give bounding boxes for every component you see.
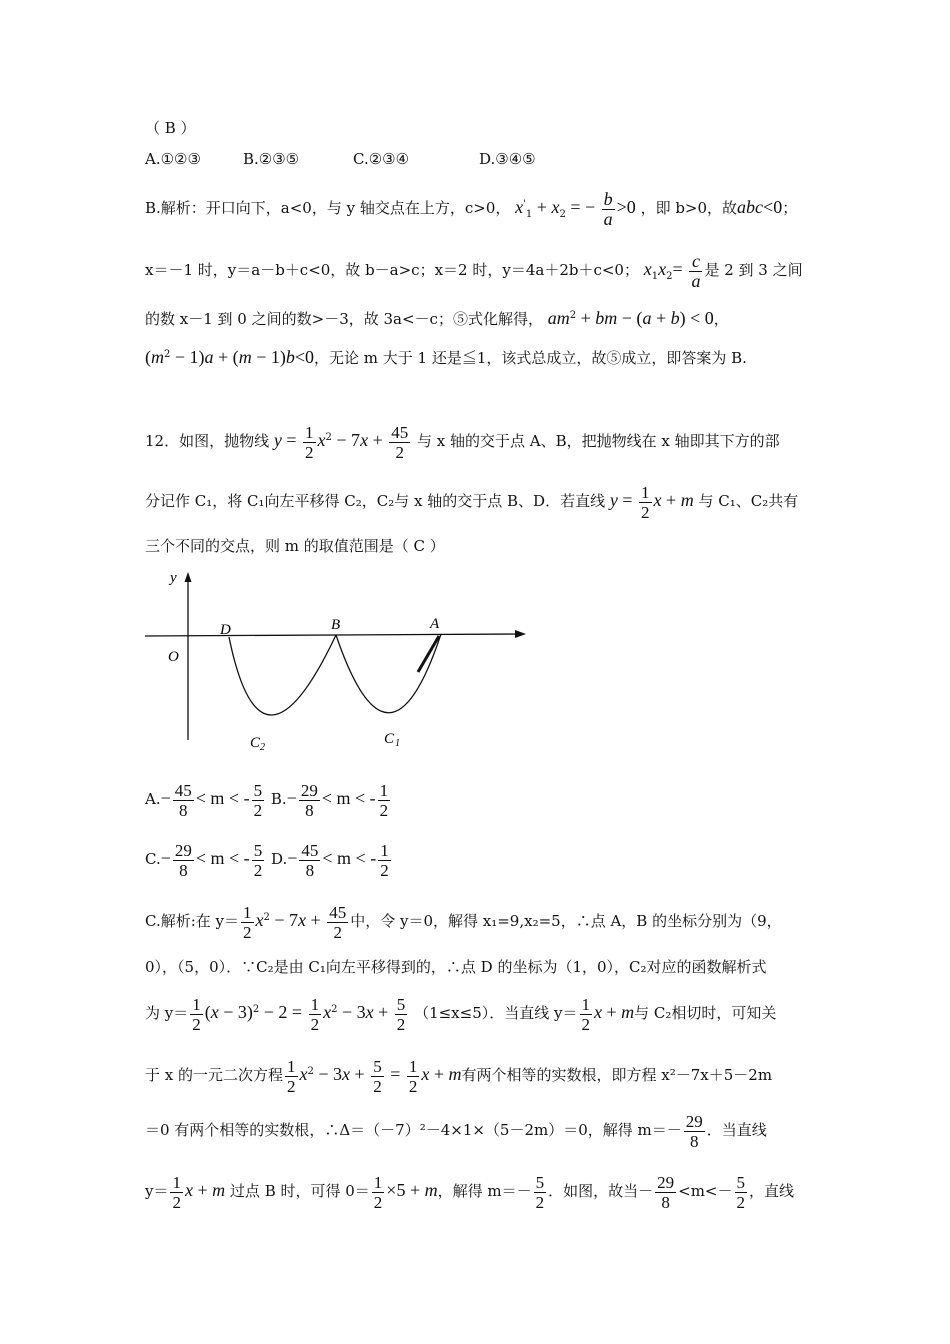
- q12-sol-text: 于 x 的一元二次方程: [145, 1066, 283, 1084]
- q12-solution-line5: ＝0 有两个相等的实数根，∴Δ＝（－7）²－4×1×（5－2m）＝0，解得 m＝－ $\frac{29}{8}$ ．当直线: [145, 1111, 767, 1151]
- label-c2: C: [250, 735, 261, 751]
- q11-sol-text: B.解析：开口向下，a<0，与 y 轴交点在上方，c>0，: [145, 199, 511, 217]
- q11-sol-text: 的数 x－1 到 0 之间的数>－3，故 3a<－c；⑤式化解得，: [145, 310, 543, 328]
- q12-sol-text: 有两个相等的实数根，即方程 x²－7x＋5－2m: [461, 1066, 773, 1084]
- q12-sol-text: （1≤x≤5）．当直线 y＝: [414, 1004, 578, 1022]
- q12-solution-line6: y＝ $\frac{1}{2}$ x + m 过点 B 时，可得 0＝ $\frac{1}{2}$ ×5 + m，解得 m＝－ $\frac{5}{2}$ ．如图，故当－ $\frac{29}{8}$ <m<－ $\frac{5}{2}$ ，直线: [145, 1172, 795, 1212]
- q12-solution-line3: 为 y＝ $\frac{1}{2}$ $(x - 3)^2 - 2$ = $\frac{1}{2}$ $x^2 - 3x$ + $\frac{5}{2}$ （1≤x≤5）．当直线 y＝ $\frac{1}{2}$ x + m与 C₂相切时，可知关: [145, 994, 777, 1034]
- q12-sol-text: ．当直线: [706, 1121, 767, 1139]
- curve-c2: [229, 635, 336, 715]
- q11-solution-line2: x＝－1 时，y＝a－b＋c<0，故 b－a>c；x＝2 时，y＝4a＋2b＋c<0； $x_1x_2=$ $\frac{c}{a}$ 是 2 到 3 之间: [145, 250, 803, 291]
- q12-sol-text: 中，令 y＝0，解得 x₁=9,x₂=5，∴点 A，B 的坐标分别为（9，: [350, 912, 782, 930]
- q12-stem-line3: 三个不同的交点，则 m 的取值范围是（ C ）: [145, 537, 445, 555]
- q11-options: [145, 148, 815, 170]
- q12-sol-text: C.解析:在 y＝: [145, 912, 240, 930]
- q12-option-b: B.: [270, 790, 287, 808]
- q12-stem-text: 与 x 轴的交于点 A、B，把抛物线在 x 轴即其下方的部: [417, 432, 780, 450]
- q12-stem-line1: 12．如图，抛物线 y = $\frac{1}{2}$ $x^2 - 7x$ + $\frac{45}{2}$ 与 x 轴的交于点 A、B，把抛物线在 x 轴即其下方的部: [145, 422, 780, 462]
- q12-options-cd: C.− $\frac{29}{8}$ < m < - $\frac{5}{2}$ D.− $\frac{45}{8}$ < m < - $\frac{1}{2}$: [145, 840, 389, 880]
- q12-sol-text: ，解得 m＝－: [437, 1182, 532, 1200]
- parabola-figure: [140, 562, 540, 757]
- q12-solution-line1: C.解析:在 y＝ $\frac{1}{2}$ $x^2 - 7x$ + $\frac{45}{2}$ 中，令 y＝0，解得 x₁=9,x₂=5，∴点 A，B 的坐标分别为（9，: [145, 902, 782, 942]
- q11-option-d: D.③④⑤: [479, 150, 536, 168]
- q12-sol-text: y＝: [145, 1182, 169, 1200]
- label-c1-sub: 1: [395, 738, 400, 749]
- q12-option-c: C.: [145, 850, 161, 868]
- q12-stem-line2: 分记作 C₁，将 C₁向左平移得 C₂，C₂与 x 轴的交于点 B、D．若直线 y = $\frac{1}{2}$ x + m 与 C₁、C₂共有: [145, 482, 799, 522]
- q12-stem-text: 12．如图，抛物线: [145, 432, 270, 450]
- q12-option-a: A.: [145, 790, 161, 808]
- label-o: O: [168, 649, 179, 665]
- q11-option-b: B.②③⑤: [243, 150, 300, 168]
- q11-solution-line4: $(m^2 - 1)a + (m - 1)b<0$，无论 m 大于 1 还是≦1，该式总成立，故⑤成立，即答案为 B.: [145, 347, 747, 367]
- q12-options-ab: A.− $\frac{45}{8}$ < m < - $\frac{5}{2}$ B.− $\frac{29}{8}$ < m < - $\frac{1}{2}$: [145, 780, 389, 820]
- q11-sol-text: x＝－1 时，y＝a－b＋c<0，故 b－a>c；x＝2 时，y＝4a＋2b＋c<0；: [145, 261, 639, 279]
- y-axis-arrow: [185, 572, 192, 582]
- label-d: D: [220, 622, 231, 638]
- x-axis-arrow: [515, 630, 526, 638]
- q12-sol-text: 过点 B 时，可得 0＝: [229, 1182, 370, 1200]
- q11-option-a: A.①②③: [145, 150, 201, 168]
- q11-solution-line3: 的数 x－1 到 0 之间的数>－3，故 3a<－c；⑤式化解得， $am^2$ + bm − (a + b) < 0，: [145, 308, 729, 328]
- curve-c1: [336, 634, 441, 713]
- q12-solution-line2: 0），（5，0）．∵C₂是由 C₁向左平移得到的，∴点 D 的坐标为（1，0），C₂对应的函数解析式: [145, 958, 767, 976]
- q11-sol-text: 是 2 到 3 之间: [704, 261, 803, 279]
- label-y: y: [170, 570, 177, 586]
- q12-stem-text: 与 C₁、C₂共有: [698, 492, 799, 510]
- q12-sol-text: 与 C₂相切时，可知关: [634, 1004, 777, 1022]
- q12-stem-text: 分记作 C₁，将 C₁向左平移得 C₂，C₂与 x 轴的交于点 B、D．若直线: [145, 492, 606, 510]
- q11-sol-text: ，即 b>0，故: [640, 199, 738, 217]
- q12-sol-text: ．如图，故当－: [548, 1182, 654, 1200]
- q11-solution-line1: B.解析：开口向下，a<0，与 y 轴交点在上方，c>0， $x'_1 + x_2$ = − $\frac{b}{a}$ >0 ，即 b>0，故abc<0；: [145, 188, 798, 229]
- q11-sol-text: ，无论 m 大于 1 还是≦1，该式总成立，故⑤成立，即答案为 B.: [314, 349, 747, 367]
- q11-option-c: C.②③④: [353, 150, 410, 168]
- q12-sol-text: 为 y＝: [145, 1004, 189, 1022]
- q12-sol-text: ＝0 有两个相等的实数根，∴Δ＝（－7）²－4×1×（5－2m）＝0，解得 m＝－: [145, 1121, 682, 1139]
- q12-sol-text: ，直线: [749, 1182, 795, 1200]
- q11-answer: （ B ）: [145, 119, 196, 137]
- label-b: B: [331, 617, 341, 633]
- label-a: A: [430, 616, 440, 632]
- label-c1: C: [384, 731, 395, 747]
- q12-solution-line4: 于 x 的一元二次方程 $\frac{1}{2}$ $x^2 - 3x$ + $\frac{5}{2}$ = $\frac{1}{2}$ x + m有两个相等的实数根，即方程 x²－7x＋5－2m: [145, 1056, 773, 1096]
- label-c2-sub: 2: [260, 742, 265, 753]
- x-axis: [145, 634, 518, 636]
- q12-sol-text: <m<－: [678, 1182, 733, 1200]
- q12-option-d: D.: [270, 850, 288, 868]
